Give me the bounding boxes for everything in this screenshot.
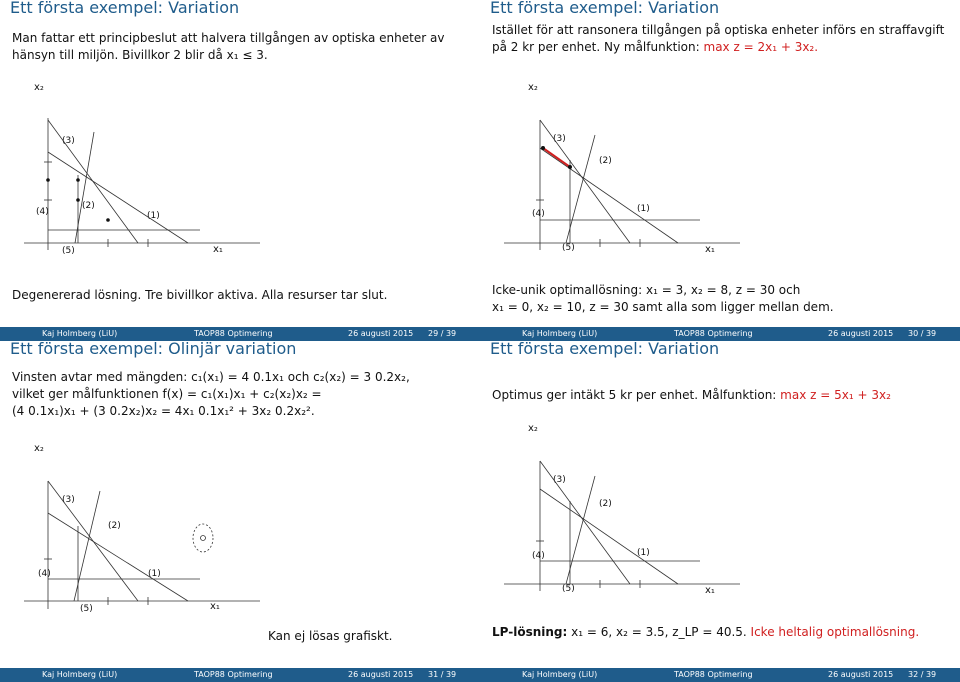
feasible-region-figure bbox=[20, 80, 260, 270]
level-curves bbox=[193, 524, 213, 552]
solution-note bbox=[492, 282, 834, 316]
constraint-label: (4) bbox=[532, 209, 545, 219]
footer-course: TAOP88 Optimering bbox=[674, 670, 753, 679]
slide-title: Ett första exempel: Olinjär variation bbox=[10, 341, 297, 358]
note-bold: LP-lösning: bbox=[492, 625, 568, 639]
slide-32 bbox=[480, 341, 960, 682]
constraint-label: (2) bbox=[82, 201, 95, 211]
constraint-label: (3) bbox=[62, 495, 75, 505]
body-line: (4 0.1x₁)x₁ + (3 0.2x₂)x₂ = 4x₁ 0.1x₁² + 3x₂ 0.2x₂². bbox=[12, 404, 315, 418]
footer-author: Kaj Holmberg (LiU) bbox=[42, 329, 118, 338]
x-axis-label: x₁ bbox=[705, 244, 715, 255]
body-line: hänsyn till miljön. Bivillkor 2 blir då x₁ ≤ 3. bbox=[12, 48, 268, 62]
y-axis-label: x₂ bbox=[528, 82, 538, 93]
constraint-lines bbox=[500, 80, 740, 270]
slide-body bbox=[492, 22, 944, 56]
solution-note: Kan ej lösas grafiskt. bbox=[268, 629, 393, 643]
constraint-label: (4) bbox=[36, 207, 49, 217]
body-line: vilket ger målfunktionen f(x) = c₁(x₁)x₁ + c₂(x₂)x₂ = bbox=[12, 387, 322, 401]
x-axis-label: x₁ bbox=[210, 601, 220, 612]
slide-body bbox=[12, 369, 410, 420]
slide-31 bbox=[0, 341, 480, 682]
constraint-lines bbox=[20, 80, 260, 270]
feasible-region-figure bbox=[500, 80, 740, 270]
constraint-label: (2) bbox=[599, 499, 612, 509]
constraint-label: (1) bbox=[147, 211, 160, 221]
footer-page: 29 / 39 bbox=[428, 329, 457, 338]
footer-course: TAOP88 Optimering bbox=[194, 329, 273, 338]
slide-title: Ett första exempel: Variation bbox=[10, 0, 240, 17]
constraint-label: (1) bbox=[637, 548, 650, 558]
footer-date: 26 augusti 2015 bbox=[828, 670, 894, 679]
constraint-label: (3) bbox=[62, 136, 75, 146]
body-line: Optimus ger intäkt 5 kr per enhet. Målfunktion: max z = 5x₁ + 3x₂ bbox=[492, 388, 891, 402]
body-line: Istället för att ransonera tillgången på optiska enheter införs en straffavgift bbox=[492, 23, 945, 37]
footer-course: TAOP88 Optimering bbox=[674, 329, 753, 338]
constraint-label: (5) bbox=[62, 246, 75, 256]
constraint-lines bbox=[500, 421, 740, 611]
constraint-label: (4) bbox=[38, 569, 51, 579]
objective-function: max z = 5x₁ + 3x₂ bbox=[780, 388, 891, 402]
note-highlight: Icke heltalig optimallösning. bbox=[750, 625, 920, 639]
footer-course: TAOP88 Optimering bbox=[194, 670, 273, 679]
lp-solution-note bbox=[492, 625, 919, 639]
slide-body bbox=[12, 30, 444, 64]
y-axis-label: x₂ bbox=[528, 423, 538, 434]
footer-author: Kaj Holmberg (LiU) bbox=[522, 670, 598, 679]
constraint-label: (1) bbox=[148, 569, 161, 579]
constraint-label: (5) bbox=[80, 604, 93, 614]
footer-author: Kaj Holmberg (LiU) bbox=[522, 329, 598, 338]
constraint-label: (3) bbox=[553, 134, 566, 144]
body-line: Man fattar ett principbeslut att halvera tillgången av optiska enheter av bbox=[12, 31, 445, 45]
slide-footer bbox=[480, 668, 960, 682]
footer-author: Kaj Holmberg (LiU) bbox=[42, 670, 118, 679]
footer-date: 26 augusti 2015 bbox=[828, 329, 894, 338]
objective-function: max z = 2x₁ + 3x₂. bbox=[703, 40, 819, 54]
slide-title: Ett första exempel: Variation bbox=[490, 0, 720, 17]
footer-date: 26 augusti 2015 bbox=[348, 670, 414, 679]
slide-footer bbox=[0, 668, 480, 682]
x-axis-label: x₁ bbox=[705, 585, 715, 596]
constraint-label: (5) bbox=[562, 243, 575, 253]
slide-29 bbox=[0, 0, 480, 341]
constraint-lines bbox=[20, 441, 260, 626]
footer-date: 26 augusti 2015 bbox=[348, 329, 414, 338]
footer-page: 30 / 39 bbox=[908, 329, 937, 338]
x-axis-label: x₁ bbox=[213, 244, 223, 255]
constraint-label: (1) bbox=[637, 204, 650, 214]
optimal-edge bbox=[543, 148, 570, 167]
slide-30 bbox=[480, 0, 960, 341]
body-line: på 2 kr per enhet. Ny målfunktion: max z = 2x₁ + 3x₂. bbox=[492, 40, 819, 54]
slide-body bbox=[492, 387, 891, 404]
constraint-label: (2) bbox=[599, 156, 612, 166]
note-line: Icke-unik optimallösning: x₁ = 3, x₂ = 8, z = 30 och bbox=[492, 283, 801, 297]
feasible-region-figure bbox=[500, 421, 740, 611]
y-axis-label: x₂ bbox=[34, 82, 44, 93]
note-plain: x₁ = 6, x₂ = 3.5, z_LP = 40.5. bbox=[567, 625, 751, 639]
slide-footer bbox=[0, 327, 480, 341]
footer-page: 31 / 39 bbox=[428, 670, 457, 679]
feasible-region-figure bbox=[20, 441, 260, 626]
footer-page: 32 / 39 bbox=[908, 670, 937, 679]
slide-footer bbox=[480, 327, 960, 341]
solution-note: Degenererad lösning. Tre bivillkor aktiva. Alla resurser tar slut. bbox=[12, 288, 388, 302]
note-line: x₁ = 0, x₂ = 10, z = 30 samt alla som ligger mellan dem. bbox=[492, 300, 834, 314]
y-axis-label: x₂ bbox=[34, 443, 44, 454]
constraint-label: (5) bbox=[562, 584, 575, 594]
slide-title: Ett första exempel: Variation bbox=[490, 341, 720, 358]
body-line: Vinsten avtar med mängden: c₁(x₁) = 4 0.1x₁ och c₂(x₂) = 3 0.2x₂, bbox=[12, 370, 410, 384]
constraint-label: (4) bbox=[532, 551, 545, 561]
constraint-label: (2) bbox=[108, 521, 121, 531]
constraint-label: (3) bbox=[553, 475, 566, 485]
